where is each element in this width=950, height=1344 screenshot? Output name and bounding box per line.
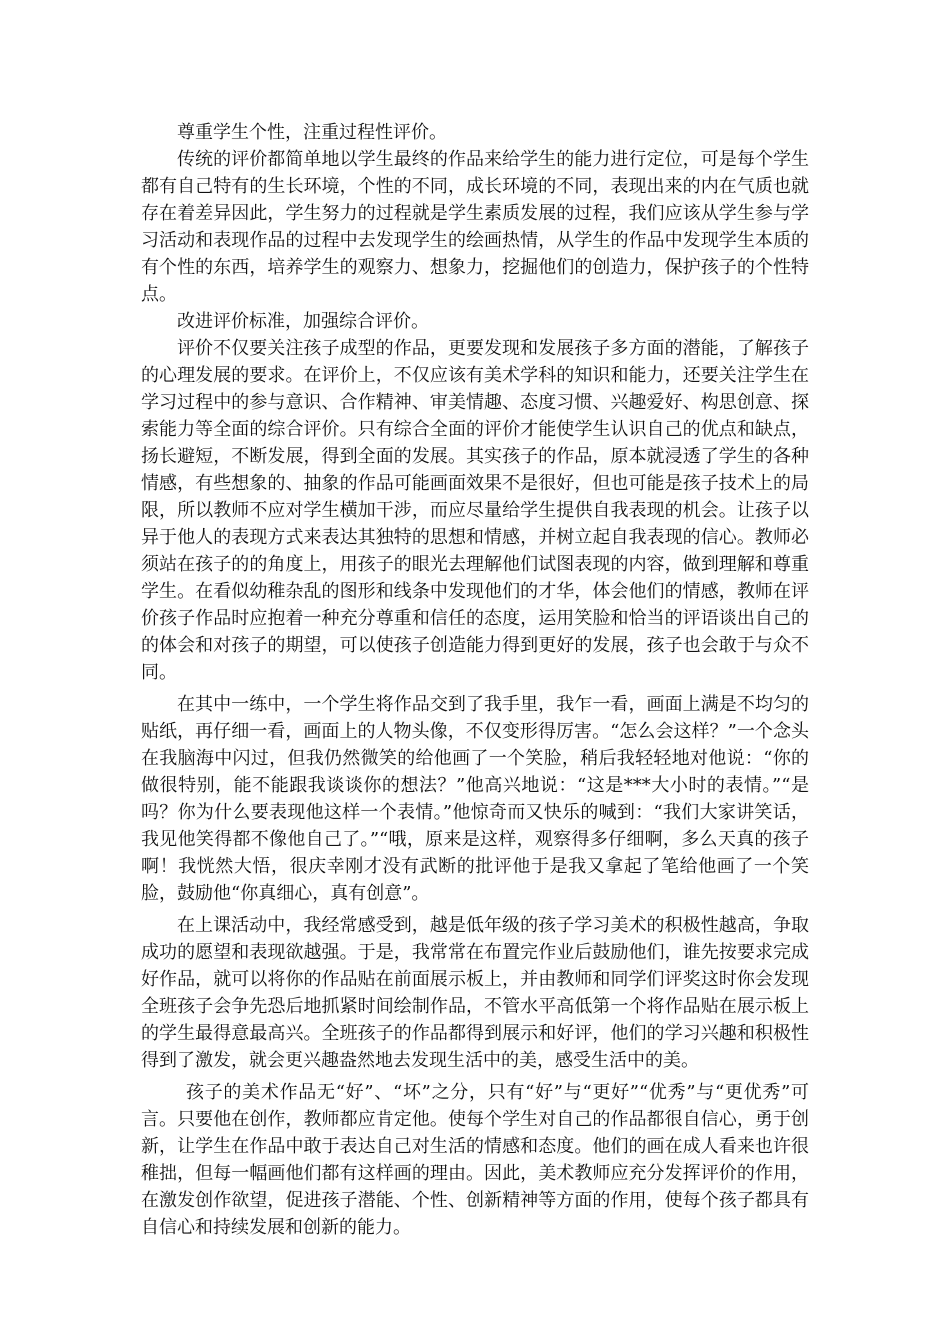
paragraph-comprehensive-evaluation: 评价不仅要关注孩子成型的作品，更要发现和发展孩子多方面的潜能，了解孩子的心理发展的要求。在评价上，不仅应该有美术学科的知识和能力，还要关注学生在学习过程中的参与意识、合作精神、审美情趣、态度习惯、兴趣爱好、构思创意、探索能力等全面的综合评价。只有综合全面的评价才能使学生认识自己的优点和缺点，扬长避短，不断发展，得到全面的发展。其实孩子的作品，原本就浸透了学生的各种情感，有些想象的、抽象的作品可能画面效果不是很好，但也可能是孩子技术上的局限，所以教师不应对学生横加干涉，而应尽量给学生提供自我表现的机会。让孩子以异于他人的表现方式来表达其独特的思想和情感，并树立起自我表现的信心。教师必须站在孩子的的角度上，用孩子的眼光去理解他们试图表现的内容，做到理解和尊重学生。在看似幼稚杂乱的图形和线条中发现他们的才华，体会他们的情感，教师在评价孩子作品时应抱着一种充分尊重和信任的态度，运用笑脸和恰当的评语谈出自己的的体会和对孩子的期望，可以使孩子创造能力得到更好的发展，孩子也会敢于与众不同。 bbox=[141, 338, 809, 683]
heading-respect-individuality: 尊重学生个性，注重过程性评价。 bbox=[177, 122, 447, 143]
heading-improve-standards: 改进评价标准，加强综合评价。 bbox=[177, 311, 429, 332]
paragraph-student-anecdote: 在其中一练中，一个学生将作品交到了我手里，我乍一看，画面上满是不均匀的贴纸，再仔细一看，画面上的人物头像，不仅变形得厉害。“怎么会这样？”一个念头在我脑海中闪过，但我仍然微笑的给他画了一个笑脸，稍后我轻轻地对他说：“你的做很特别，能不能跟我谈谈你的想法？”他高兴地说：“这是***大小时的表情。”“是吗？你为什么要表现他这样一个表情。”他惊奇而又快乐的喊到：“我们大家讲笑话，我见他笑得都不像他自己了。”“哦，原来是这样，观察得多仔细啊，多么天真的孩子啊！我恍然大悟，很庆幸刚才没有武断的批评他于是我又拿起了笔给他画了一个笑脸，鼓励他“你真细心，真有创意”。 bbox=[141, 694, 809, 904]
paragraph-conclusion: 孩子的美术作品无“好”、“坏”之分，只有“好”与“更好”“优秀”与“更优秀”可言。只要他在创作，教师都应肯定他。使每个学生对自己的作品都很自信心，勇于创新，让学生在作品中敢于表达自己对生活的情感和态度。他们的画在成人看来也许很稚拙，但每一幅画他们都有这样画的理由。因此，美术教师应充分发挥评价的作用，在激发创作欲望，促进孩子潜能、个性、创新精神等方面的作用，使每个孩子都具有自信心和持续发展和创新的能力。 bbox=[141, 1082, 809, 1238]
paragraph-traditional-evaluation: 传统的评价都简单地以学生最终的作品来给学生的能力进行定位，可是每个学生都有自己特有的生长环境，个性的不同，成长环境的不同，表现出来的内在气质也就存在着差异因此，学生努力的过程就是学生素质发展的过程，我们应该从学生参与学习活动和表现作品的过程中去发现学生的绘画热情，从学生的作品中发现学生本质的有个性的东西，培养学生的观察力、想象力，挖掘他们的创造力，保护孩子的个性特点。 bbox=[141, 149, 809, 305]
paragraph-classroom-activity: 在上课活动中，我经常感受到，越是低年级的孩子学习美术的积极性越高，争取成功的愿望和表现欲越强。于是，我常常在布置完作业后鼓励他们，谁先按要求完成好作品，就可以将你的作品贴在前面展示板上，并由教师和同学们评奖这时你会发现全班孩子会争先恐后地抓紧时间绘制作品，不管水平高低第一个将作品贴在展示板上的学生最得意最高兴。全班孩子的作品都得到展示和好评，他们的学习兴趣和积极性得到了激发，就会更兴趣盎然地去发现生活中的美，感受生活中的美。 bbox=[141, 915, 809, 1071]
document-body bbox=[141, 119, 809, 1241]
